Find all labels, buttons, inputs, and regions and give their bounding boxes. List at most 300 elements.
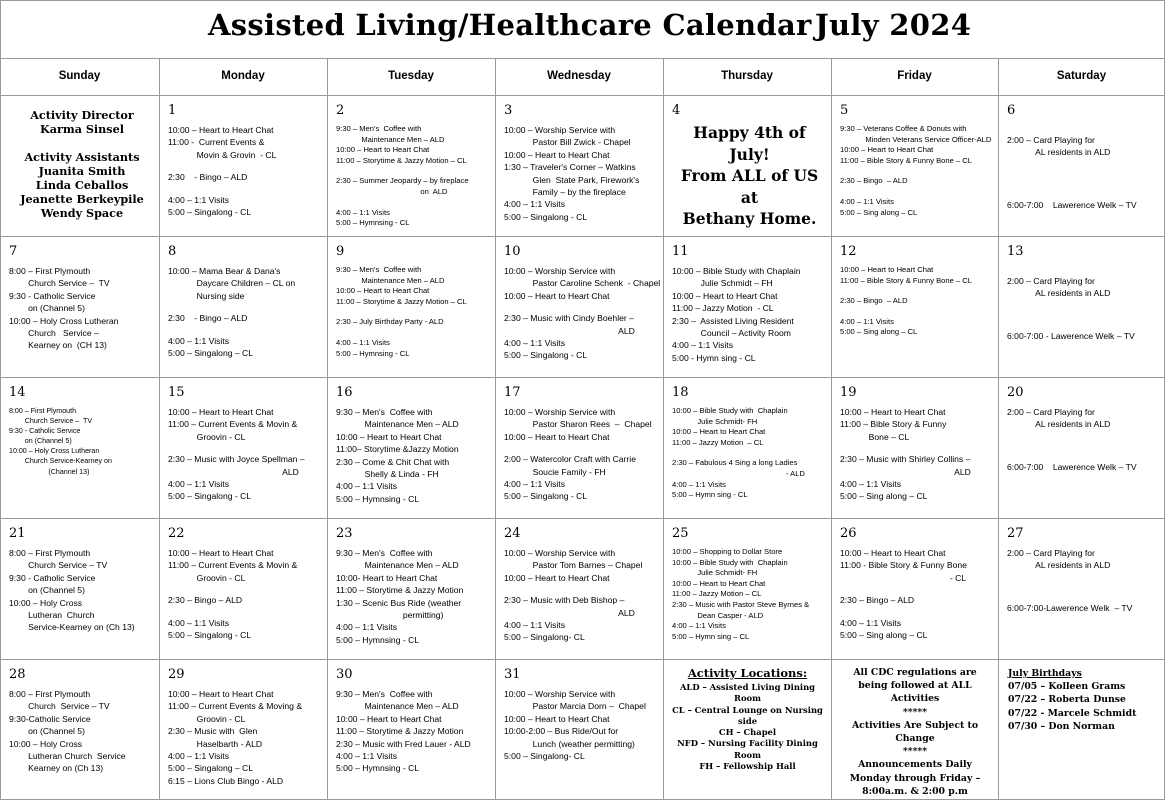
- event-line: Church Service – TV: [9, 701, 110, 712]
- event-line: 10:00 – Bible Study with Chaplain: [672, 406, 788, 415]
- event-line: 10:00 – Heart to Heart Chat: [336, 286, 430, 296]
- event-line: Church Service-Kearney on: [9, 457, 112, 466]
- event-line: 4:00 – 1:1 Visits: [840, 316, 894, 326]
- event-line: 11:00 – Jazzy Motion – CL: [672, 437, 764, 447]
- birthday-line: 07/05 – Kolleen Grams: [1008, 681, 1126, 693]
- event-line: ALD: [168, 466, 299, 477]
- event-line: 4:00 – 1:1 Visits: [168, 751, 229, 762]
- event-line: 11:00 - Bible Story & Funny Bone: [840, 560, 967, 571]
- date-number: 10: [504, 244, 521, 259]
- day-cell-24: [496, 519, 663, 659]
- event-line: on ALD: [336, 186, 448, 196]
- event-line: 4:00 – 1:1 Visits: [840, 617, 901, 628]
- event-line: July!: [729, 144, 770, 164]
- event-line: Groovin - CL: [168, 713, 246, 724]
- day-cell-21: [1, 519, 159, 659]
- event-line: 10:00-2:00 – Bus Ride/Out for: [504, 726, 619, 737]
- event-line: 4:00 – 1:1 Visits: [168, 335, 229, 346]
- event-line: 10:00 – Heart to Heart Chat: [168, 407, 274, 417]
- spacer: [840, 286, 994, 296]
- event-line: 10:00 – Heart to Heart Chat: [168, 125, 274, 135]
- event-line: 5:00 – Hymn sing - CL: [672, 490, 748, 500]
- event-line: 10:00 – Shopping to Dollar Store: [672, 547, 783, 556]
- event-line: 6:15 – Lions Club Bingo - ALD: [168, 775, 284, 786]
- day-cell-18: [664, 378, 831, 518]
- event-line: ALD: [840, 466, 971, 477]
- holiday-message: [672, 122, 827, 230]
- announcement-line: *****: [902, 746, 928, 758]
- date-number: 18: [672, 385, 689, 400]
- event-line: Shelly & Linda - FH: [336, 469, 439, 480]
- date-number: 9: [336, 244, 345, 259]
- event-line: 1:30 – Scenic Bus Ride (weather: [336, 597, 462, 608]
- event-line: Pastor Sharon Rees – Chapel: [504, 419, 652, 430]
- event-line: Groovin - CL: [168, 572, 246, 583]
- event-line: 4:00 – 1:1 Visits: [672, 340, 733, 351]
- event-line: 11:00 – Storytime & Jazzy Motion: [336, 726, 464, 737]
- day-cell-15: [160, 378, 327, 518]
- event-line: 2:30 - Bingo – ALD: [168, 172, 248, 183]
- event-line: Lunch (weather permitting): [504, 738, 635, 749]
- event-line: 4:00 – 1:1 Visits: [504, 338, 565, 349]
- event-line: 2:30 – Music with Deb Bishop –: [504, 595, 625, 606]
- event-line: 2:30 - Bingo – ALD: [168, 313, 248, 324]
- day-cell-13: [999, 237, 1165, 377]
- event-line: 6:00-7:00 Lawerence Welk – TV: [1007, 199, 1137, 210]
- event-line: Pastor Marcia Dorn – Chapel: [504, 701, 646, 712]
- event-line: 5:00 – Hymnsing - CL: [336, 218, 410, 228]
- event-line: 10:00 – Heart to Heart Chat: [504, 290, 610, 301]
- event-line: 9:30 - Catholic Service: [9, 427, 81, 436]
- event-line: 5:00 – Sing along – CL: [840, 207, 918, 217]
- event-line: (Channel 13): [9, 467, 90, 476]
- day-cell-4: [664, 96, 831, 236]
- event-line: 10:00 – Heart to Heart Chat: [672, 290, 778, 301]
- event-line: 6:00-7:00 - Lawerence Welk – TV: [1007, 330, 1135, 341]
- day-cell-12: [832, 237, 998, 377]
- event-line: 9:30 - Catholic Service: [9, 290, 96, 301]
- day-cell-23: [328, 519, 495, 659]
- event-line: Nursing side: [168, 290, 245, 301]
- event-line: 4:00 – 1:1 Visits: [336, 751, 397, 762]
- event-line: Lutheran Church: [9, 610, 95, 621]
- spacer: [336, 328, 491, 338]
- event-line: 5:00 – Singalong - CL: [168, 630, 252, 641]
- date-number: 27: [1007, 526, 1024, 541]
- event-line: 2:30 – Come & Chit Chat with: [336, 456, 450, 467]
- event-line: Julie Schmidt- FH: [672, 568, 758, 578]
- location-line: ALD – Assisted Living Dining Room: [679, 682, 816, 704]
- day-cell-19: [832, 378, 998, 518]
- birthday-line: 07/30 – Don Norman: [1008, 720, 1115, 732]
- day-cell-30: [328, 660, 495, 800]
- event-line: 10:00 – Heart to Heart Chat: [840, 548, 946, 558]
- event-line: 10:00 – Heart to Heart Chat: [336, 713, 442, 724]
- event-line: Service-Kearney on (Ch 13): [9, 622, 135, 633]
- date-number: 4: [672, 103, 681, 118]
- location-line: CH – Chapel: [718, 727, 777, 738]
- event-line: 11:00 – Current Events & Movin &: [168, 419, 298, 430]
- date-number: 14: [9, 385, 26, 400]
- event-line: 2:30 – Bingo – ALD: [840, 296, 908, 306]
- date-number: 6: [1007, 103, 1016, 118]
- staff-line: Wendy Space: [40, 206, 124, 220]
- event-line: 2:30 – Music with Joyce Spellman –: [168, 454, 305, 465]
- event-line: Church Service –: [9, 328, 99, 339]
- date-number: 25: [672, 526, 689, 541]
- spacer: [1007, 451, 1161, 461]
- grid-line: [0, 0, 1165, 1]
- event-line: 2:30 – Music with Pastor Steve Byrnes &: [672, 599, 810, 609]
- event-line: 8:00 – First Plymouth: [9, 407, 77, 415]
- event-line: 9:30 – Veterans Coffee & Donuts with: [840, 124, 967, 133]
- locations-heading: Activity Locations:: [687, 666, 808, 680]
- announcements: [838, 666, 992, 798]
- spacer: [1007, 310, 1161, 320]
- event-line: 10:00 – Heart to Heart Chat: [336, 145, 430, 155]
- staff-line: Jeanette Berkeypile: [20, 192, 144, 206]
- day-cell-16: [328, 378, 495, 518]
- spacer: [672, 448, 827, 458]
- event-line: 11:00 – Storytime & Jazzy Motion: [336, 585, 464, 596]
- event-line: Movin & Grovin - CL: [168, 149, 277, 160]
- spacer: [504, 302, 659, 312]
- event-line: 10:00 – Heart to Heart Chat: [504, 149, 610, 160]
- event-line: 11:00 – Storytime & Jazzy Motion – CL: [336, 155, 467, 165]
- date-number: 7: [9, 244, 18, 259]
- event-line: Council – Activity Room: [672, 328, 791, 339]
- day-header-tuesday: Tuesday: [388, 70, 434, 82]
- event-line: 10:00 – Heart to Heart Chat: [672, 578, 766, 588]
- spacer: [336, 198, 491, 208]
- birthdays-cell: [999, 660, 1165, 800]
- spacer: [168, 184, 323, 194]
- date-number: 11: [672, 244, 689, 259]
- event-line: 2:30 – July Birthday Party - ALD: [336, 317, 444, 327]
- event-line: 10:00 – Heart to Heart Chat: [504, 572, 610, 583]
- title-row: [0, 0, 1165, 58]
- day-header-sunday: Sunday: [58, 70, 101, 82]
- announcements-cell: [832, 660, 998, 800]
- day-cell-26: [832, 519, 998, 659]
- day-cell-27: [999, 519, 1165, 659]
- event-line: Maintenance Men – ALD: [336, 275, 445, 285]
- event-line: 8:00 – First Plymouth: [9, 548, 91, 558]
- event-line: 5:00 – Hymn sing – CL: [672, 631, 750, 641]
- date-number: 31: [504, 667, 521, 682]
- event-line: 2:30 – Bingo – ALD: [840, 176, 908, 186]
- event-line: 10:00 – Heart to Heart Chat: [504, 431, 610, 442]
- event-line: 8:00 – First Plymouth: [9, 689, 91, 699]
- event-line: 4:00 – 1:1 Visits: [672, 479, 726, 489]
- spacer: [504, 443, 659, 453]
- day-header-monday: Monday: [221, 70, 265, 82]
- event-line: Maintenance Men – ALD: [336, 701, 459, 712]
- event-line: ALD: [504, 607, 635, 618]
- event-line: 11:00 – Bible Story & Funny: [840, 419, 947, 430]
- spacer: [336, 307, 491, 317]
- event-line: 9:30 - Catholic Service: [9, 572, 96, 583]
- birthday-line: 07/22 - Marcele Schmidt: [1008, 707, 1137, 719]
- event-line: From ALL of US at: [680, 166, 819, 207]
- spacer: [1007, 582, 1161, 592]
- spacer: [168, 607, 323, 617]
- spacer: [168, 443, 323, 453]
- day-cell-3: [496, 96, 663, 236]
- event-line: 8:00 – First Plymouth: [9, 266, 91, 276]
- spacer: [168, 302, 323, 312]
- event-line: AL residents in ALD: [1007, 560, 1111, 571]
- day-cell-22: [160, 519, 327, 659]
- event-line: 4:00 – 1:1 Visits: [168, 479, 229, 490]
- event-line: Daycare Children – CL on: [168, 278, 296, 289]
- calendar-month: July 2024: [815, 8, 972, 42]
- event-line: Julie Schmidt – FH: [672, 278, 773, 289]
- event-line: 4:00 – 1:1 Visits: [336, 337, 390, 347]
- event-line: Maintenance Men – ALD: [336, 560, 459, 571]
- spacer: [9, 136, 155, 150]
- event-line: 2:30 – Fabulous 4 Sing a long Ladies: [672, 458, 798, 468]
- event-line: 11:00 – Storytime & Jazzy Motion – CL: [336, 296, 467, 306]
- spacer: [1007, 124, 1161, 134]
- date-number: 3: [504, 103, 513, 118]
- event-line: 10:00 – Heart to Heart Chat: [672, 427, 766, 437]
- spacer: [504, 584, 659, 594]
- day-cell-5: [832, 96, 998, 236]
- spacer: [168, 161, 323, 171]
- event-line: 10:00 – Heart to Heart Chat: [840, 265, 934, 274]
- event-line: 10:00 – Holy Cross Lutheran: [9, 315, 119, 326]
- spacer: [1007, 300, 1161, 310]
- event-line: 4:00 – 1:1 Visits: [840, 479, 901, 490]
- event-line: 10:00 – Worship Service with: [504, 125, 616, 135]
- event-line: 11:00– Storytime &Jazzy Motion: [336, 444, 459, 455]
- event-line: 11:00 – Jazzy Motion - CL: [672, 303, 774, 314]
- day-cell-14: [1, 378, 159, 518]
- event-line: 10:00 – Worship Service with: [504, 548, 616, 558]
- event-line: 9:30 – Men's Coffee with: [336, 548, 433, 558]
- event-line: Kearney on (Ch 13): [9, 763, 104, 774]
- spacer: [840, 307, 994, 317]
- date-number: 17: [504, 385, 521, 400]
- date-number: 20: [1007, 385, 1024, 400]
- event-line: Bethany Home.: [682, 209, 817, 228]
- event-line: 5:00 – Singalong - CL: [168, 207, 252, 218]
- date-number: 28: [9, 667, 26, 682]
- event-line: 9:30-Catholic Service: [9, 713, 91, 724]
- spacer: [1007, 572, 1161, 582]
- spacer: [1007, 441, 1161, 451]
- location-line: CL – Central Lounge on Nursing side: [672, 704, 823, 726]
- event-line: 4:00 – 1:1 Visits: [504, 620, 565, 631]
- day-cell-9: [328, 237, 495, 377]
- event-line: 10:00 – Bible Study with Chaplain: [672, 266, 801, 276]
- day-cell-29: [160, 660, 327, 800]
- event-line: 5:00 – Singalong- CL: [504, 751, 585, 762]
- event-line: on (Channel 5): [9, 585, 85, 596]
- day-cell-17: [496, 378, 663, 518]
- event-line: 10:00 – Worship Service with: [504, 407, 616, 417]
- event-line: 10:00 – Bible Study with Chaplain: [672, 557, 788, 567]
- event-line: Church Service – TV: [9, 560, 108, 571]
- event-line: 10:00 – Mama Bear & Dana's: [168, 266, 281, 276]
- calendar-title: Assisted Living/Healthcare Calendar: [208, 8, 812, 42]
- date-number: 13: [1007, 244, 1024, 259]
- spacer: [840, 187, 994, 197]
- event-line: on (Channel 5): [9, 437, 72, 446]
- event-line: Kearney on (CH 13): [9, 340, 107, 351]
- spacer: [1007, 265, 1161, 275]
- event-line: 10:00 – Heart to Heart Chat: [168, 548, 274, 558]
- spacer: [336, 166, 491, 176]
- event-line: Happy 4th of: [693, 123, 806, 142]
- day-header-friday: Friday: [897, 70, 932, 82]
- staff-line: Karma Sinsel: [40, 122, 124, 136]
- date-number: 30: [336, 667, 353, 682]
- event-line: Minden Veterans Service Officer-ALD: [840, 134, 992, 144]
- event-line: - ALD: [672, 468, 805, 478]
- event-line: 2:00 – Watercolor Craft with Carrie: [504, 454, 636, 465]
- event-line: permitting): [336, 610, 444, 621]
- event-line: 2:30 – Assisted Living Resident: [672, 315, 794, 326]
- staff-line: Juanita Smith: [38, 164, 126, 178]
- event-line: 11:00 – Jazzy Motion – CL: [672, 589, 762, 599]
- event-line: Pastor Tom Barnes – Chapel: [504, 560, 643, 571]
- event-line: 10:00 – Worship Service with: [504, 266, 616, 276]
- date-number: 5: [840, 103, 849, 118]
- event-line: 9:30 – Men's Coffee with: [336, 124, 422, 133]
- spacer: [840, 443, 994, 453]
- event-line: 5:00 – Sing along – CL: [840, 491, 928, 502]
- date-number: 8: [168, 244, 177, 259]
- day-cell-7: [1, 237, 159, 377]
- event-line: Soucie Family - FH: [504, 466, 606, 477]
- spacer: [168, 325, 323, 335]
- event-line: 2:00 – Card Playing for: [1007, 548, 1095, 558]
- event-line: 5:00 – Sing along – CL: [840, 327, 918, 337]
- event-line: 5:00 – Singalong – CL: [168, 348, 254, 359]
- event-line: 4:00 – 1:1 Visits: [168, 194, 229, 205]
- date-number: 1: [168, 103, 177, 118]
- event-line: 4:00 – 1:1 Visits: [840, 196, 894, 206]
- event-line: Groovin - CL: [168, 431, 246, 442]
- spacer: [1007, 592, 1161, 602]
- date-number: 21: [9, 526, 26, 541]
- event-line: 4:00 – 1:1 Visits: [336, 481, 397, 492]
- event-line: 6:00-7:00-Lawerence Welk – TV: [1007, 602, 1133, 613]
- event-line: 11:00 – Current Events & Moving &: [168, 701, 303, 712]
- event-line: 10:00- Heart to Heart Chat: [336, 572, 438, 583]
- event-line: Pastor Bill Zwick - Chapel: [504, 137, 631, 148]
- event-line: Maintenance Men – ALD: [336, 419, 459, 430]
- day-cell-31: [496, 660, 663, 800]
- event-line: 4:00 – 1:1 Visits: [336, 622, 397, 633]
- birthdays-heading: July Birthdays: [1008, 668, 1082, 679]
- event-line: on (Channel 5): [9, 726, 85, 737]
- day-cell-6: [999, 96, 1165, 236]
- event-line: 5:00 – Hymnsing - CL: [336, 493, 420, 504]
- event-line: 11:00 – Bible Story & Funny Bone – CL: [840, 155, 972, 165]
- event-line: 1:30 – Traveler's Corner – Watkins: [504, 162, 636, 173]
- event-line: 2:30 – Music with Cindy Boehler –: [504, 313, 634, 324]
- activity-locations: [670, 666, 825, 772]
- announcement-line: All CDC regulations are being followed at ALL Activities: [853, 667, 977, 705]
- event-line: 2:30 – Bingo – ALD: [840, 595, 915, 606]
- day-cell-28: [1, 660, 159, 800]
- announcement-line: *****: [902, 706, 928, 718]
- staff-line: Linda Ceballos: [35, 178, 129, 192]
- day-cell-10: [496, 237, 663, 377]
- event-line: 2:00 – Card Playing for: [1007, 407, 1095, 417]
- event-line: 5:00 – Singalong- CL: [504, 632, 585, 643]
- event-line: 2:00 – Card Playing for: [1007, 135, 1095, 145]
- event-line: Bone – CL: [840, 431, 910, 442]
- event-line: 2:30 – Music with Fred Lauer - ALD: [336, 738, 471, 749]
- event-line: Pastor Caroline Schenk - Chapel: [504, 278, 661, 289]
- event-line: 9:30 – Men's Coffee with: [336, 689, 433, 699]
- day-cell-20: [999, 378, 1165, 518]
- event-line: ALD: [504, 325, 635, 336]
- event-line: 5:00 – Singalong – CL: [168, 763, 254, 774]
- spacer: [1007, 159, 1161, 169]
- event-line: Maintenance Men – ALD: [336, 134, 445, 144]
- event-line: 4:00 – 1:1 Visits: [336, 207, 390, 217]
- spacer: [1007, 169, 1161, 179]
- event-line: 11:00 - Current Events &: [168, 137, 265, 148]
- event-line: 5:00 – Singalong - CL: [504, 350, 588, 361]
- event-line: 2:30 – Music with Shirley Collins –: [840, 454, 971, 465]
- day-cell-11: [664, 237, 831, 377]
- event-line: 5:00 – Sing along – CL: [840, 630, 928, 641]
- event-line: Church Service – TV: [9, 278, 110, 289]
- date-number: 15: [168, 385, 185, 400]
- event-line: 5:00 – Singalong - CL: [504, 491, 588, 502]
- event-line: 10:00 – Holy Cross: [9, 597, 83, 608]
- day-cell-25: [664, 519, 831, 659]
- event-line: 5:00 – Singalong - CL: [168, 491, 252, 502]
- event-line: 2:30 – Music with Glen: [168, 726, 258, 737]
- event-line: 10:00 – Holy Cross Lutheran: [9, 447, 100, 456]
- event-line: Church Service – TV: [9, 417, 93, 426]
- event-line: 2:00 – Card Playing for: [1007, 276, 1095, 286]
- event-line: 9:30 – Men's Coffee with: [336, 407, 433, 417]
- spacer: [168, 584, 323, 594]
- event-line: Haselbarth - ALD: [168, 738, 263, 749]
- spacer: [840, 607, 994, 617]
- spacer: [840, 584, 994, 594]
- date-number: 16: [336, 385, 353, 400]
- staff-line: Activity Director: [30, 108, 134, 122]
- announcement-line: Activities Are Subject to Change: [851, 719, 979, 745]
- event-line: Family – by the fireplace: [504, 187, 626, 198]
- event-line: 2:30 – Bingo – ALD: [168, 595, 243, 606]
- date-number: 24: [504, 526, 521, 541]
- event-line: 4:00 – 1:1 Visits: [504, 199, 565, 210]
- birthday-line: 07/22 – Roberta Dunse: [1008, 694, 1126, 706]
- event-line: - CL: [840, 572, 967, 583]
- spacer: [1007, 189, 1161, 199]
- location-line: NFD – Nursing Facility Dining Room: [677, 738, 818, 760]
- event-line: 2:30 – Summer Jeopardy – by fireplace: [336, 176, 469, 186]
- spacer: [1007, 431, 1161, 441]
- event-line: 6:00-7:00 Lawerence Welk – TV: [1007, 461, 1137, 472]
- day-cell-8: [160, 237, 327, 377]
- day-header-thursday: Thursday: [721, 70, 773, 82]
- day-cell-1: [160, 96, 327, 236]
- date-number: 26: [840, 526, 857, 541]
- event-line: 11:00 – Current Events & Movin &: [168, 560, 298, 571]
- event-line: 10:00 – Heart to Heart Chat: [336, 431, 442, 442]
